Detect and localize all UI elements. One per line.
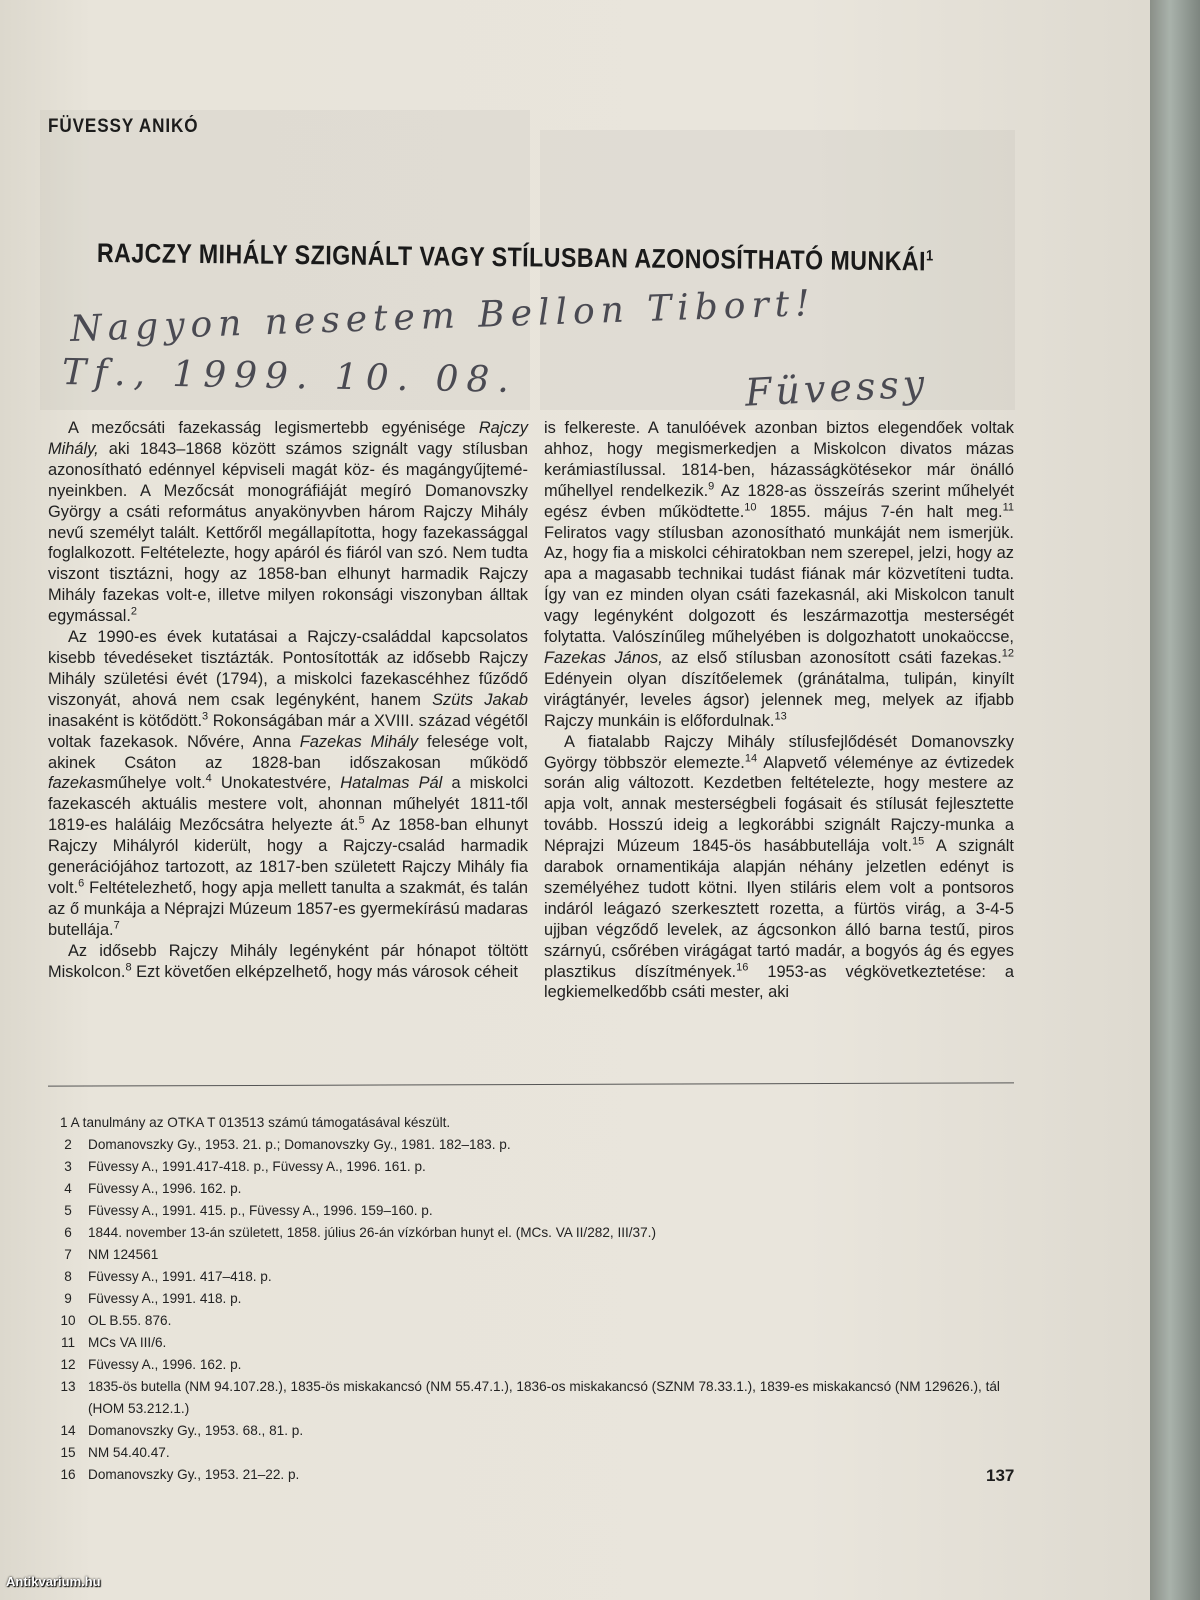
footnote (48, 1332, 1028, 1354)
footnote-number: 15 (60, 1445, 76, 1460)
footnote (48, 1222, 1028, 1244)
page-number: 137 (986, 1466, 1015, 1485)
footnote-number: 6 (64, 1225, 72, 1240)
footnote-text: OL B.55. 876. (88, 1313, 172, 1328)
footnote-text: MCs VA III/6. (88, 1335, 167, 1350)
footnote-number: 16 (60, 1467, 76, 1482)
paragraph (544, 732, 1014, 1004)
adjacent-page-edge (1150, 0, 1200, 1600)
paragraph (48, 418, 528, 627)
text-run: az első stílusban azonosított csáti fazekas. (662, 648, 1002, 667)
footnote-ref: 15 (912, 835, 925, 848)
footnote-number: 14 (60, 1423, 76, 1438)
footnote-number: 8 (64, 1269, 72, 1284)
footnote (48, 1310, 1028, 1332)
footnote-text: 1 A tanulmány az OTKA T 013513 számú támogatásával készült. (60, 1115, 451, 1130)
footnote-number: 12 (60, 1357, 76, 1372)
paragraph (48, 627, 528, 941)
footnote-ref: 11 (1002, 501, 1014, 514)
text-run: is felkereste. A tanulóévek azonban biztos elegendőek voltak ahhoz, hogy megismerkedjen a Miskolcon divatos mázas kerámiastílussal. 1814-ben, házasságkötésekor már önálló műhellyel rendelkezik. (544, 419, 1014, 500)
footnote-number: 9 (64, 1291, 72, 1306)
footnote (48, 1420, 1028, 1442)
footnote (48, 1376, 1028, 1420)
text-run: Az 1858-ban elhunyt Rajczy Mihályról kiderült, hogy a Rajczy-család harmadik generációjához tartozott, az 1817-ben született Rajczy Mihály fia volt. (48, 816, 528, 897)
text-run: Feltételezhető, hogy apja mellett tanulta a szakmát, és talán az ő munkája a Néprajzi Múzeum 1857-es gyermekírású madaras butellája. (48, 878, 528, 939)
text-run: 1953-as végkövetkeztetése: a legkiemelkedőbb csáti mester, aki (544, 962, 1014, 1002)
footnote-ref: 13 (774, 710, 787, 723)
footnote-number: 7 (64, 1247, 72, 1262)
footnote (48, 1266, 1028, 1288)
footnote-ref: 16 (736, 961, 749, 974)
footnote-ref: 14 (744, 752, 758, 765)
footnote-ref: 2 (130, 605, 138, 618)
footnote-text: 1835-ös butella (NM 94.107.28.), 1835-ös miskakancsó (NM 55.47.1.), 1836-os miskakancsó (SZNM 78.33.1.), 1839-es miskakancsó (NM 129626.), tál (HOM 53.212.1.) (88, 1379, 1000, 1416)
footnote (48, 1178, 1028, 1200)
footnote-text: Domanovszky Gy., 1953. 21–22. p. (88, 1467, 300, 1482)
italic-name: Szüts Jakab (432, 690, 528, 709)
text-run: Az 1990-es évek kutatásai a Rajczy-családdal kapcsolatos kisebb tévedéseket tisztázták. Pontosították az idősebb Rajczy Mihály születési évét (1794), a miskolci fazekascéhhez fűződő viszonyát, ahová nem csak legényként, hanem (48, 628, 528, 709)
text-run: a miskolci fazekascéh aktuális mestere volt, ahonnan műhelyét 1811-től 1819-es haláláig Mezőcsátra helyezte át. (48, 774, 528, 835)
paragraph (48, 941, 528, 983)
text-run: Az idősebb Rajczy Mihály legényként pár hónapot töltött Miskolcon. (48, 941, 528, 981)
text-run: Alapvető véleménye az évtizedek során alig változott. Kezdetben feltételezte, hogy mestere az apja volt, annak mesterségbeli fogásait és stílusát fejlesztette tovább. Hosszú ideig a legkorábbi szignált Rajczy-munka a Néprajzi Múzeum 1845-ös hasábbutellája volt. (544, 753, 1014, 856)
footnote (48, 1156, 1028, 1178)
text-run: Feliratos vagy stílusban azonosítható munkáját nem ismerjük. Az, hogy fia a miskolci céhiratokban nem szerepel, jelzi, hogy az apa a magasabb technikai tudást fiának már közvetíteni tudta. Így van ez minden olyan csáti fazekasnál, aki Miskolcon tanult vagy legényként dolgozott és leszármazottja mesterségét folytatta. Valószínűleg műhelyében is dolgozhatott unokaöccse, (544, 523, 1014, 647)
footnote-text: Füvessy A., 1996. 162. p. (88, 1181, 242, 1196)
text-run: A szignált darabok ornamentikája alapján néhány jelzetlen edényt is személyéhez tudott kötni. Ilyen stiláris elem volt a pontsoros indáról leágazó szerkesztett rozetta, a fürtös virág, a 3-4-5 ujjban végződő levelek, az ágcsonkon álló barna testű, piros szárnyú, csőrében virágágat tartó madár, a bogyós ág és egyes plasztikus díszítmények. (544, 837, 1014, 981)
text-run: A mezőcsáti fazekasság legismertebb egyénisége (68, 419, 479, 437)
text-run: aki 1843–1868 között számos szignált vagy stílusban azonosítható edénnyel képviseli magát köz- és magángyűjteményeinkben. A Mezőcsát monográfiáját megíró Domanovszky György a csáti református anyakönyvben három Rajczy Mihály nevű személyt talált. Kettőről megállapította, hogy fazekassággal foglalkozott. Feltételezte, hogy apáról és fiáról van szó. Nem tudta viszont tisztázni, hogy az 1858-ban elhunyt harmadik Rajczy Mihály fazekas volt-e, illetve milyen rokonsági viszonyban álltak egymással. (48, 439, 528, 626)
paragraph (544, 418, 1014, 732)
footnote-text: 1844. november 13-án született, 1858. július 26-án vízkórban hunyt el. (MCs. VA II/282, III/37.) (88, 1225, 656, 1240)
handwritten-dedication: Nagyon nesetem Bellon Tibort! (69, 282, 817, 351)
italic-name: Hatalmas Pál (340, 774, 443, 793)
title-footnote-ref: 1 (925, 247, 934, 265)
footnote (48, 1442, 1028, 1464)
italic-name: Fazekas Mihály (299, 732, 419, 751)
title-text: RAJCZY MIHÁLY SZIGNÁLT VAGY STÍLUSBAN AZONOSÍTHATÓ MUNKÁI (96, 238, 927, 277)
italic-name: Fazekas János, (544, 648, 663, 667)
italic-name: Rajczy Mihály, (48, 419, 528, 458)
text-run: Az 1828-as összeírás szerint műhelyét egész évben működtette. (544, 481, 1015, 521)
footnotes-list (48, 1112, 1028, 1486)
footnote-number: 2 (64, 1137, 72, 1152)
footnote-text: Domanovszky Gy., 1953. 21. p.; Domanovszky Gy., 1981. 182–183. p. (88, 1137, 511, 1152)
footnote (48, 1200, 1028, 1222)
text-run: felesége volt, akinek Csáton az 1828-ban időszakosan működő (48, 732, 529, 772)
footnote-divider (48, 1082, 1014, 1086)
footnote-number: 11 (60, 1335, 76, 1350)
text-column-right (544, 418, 1014, 1003)
handwritten-signature: Füvessy (743, 361, 930, 415)
text-run: Edényein olyan díszítőelemek (gránátalma, tulipán, kinyílt virágtányér, leveles ágsor) jelennek meg, melyek az ifjabb Rajczy munkáin is előfordulnak. (544, 669, 1014, 730)
footnote-ref: 5 (358, 814, 365, 827)
footnote (48, 1354, 1028, 1376)
footnote-ref: 12 (1001, 647, 1015, 660)
footnote-ref: 3 (202, 710, 209, 723)
footnote-ref: 8 (125, 961, 132, 974)
footnote-number: 10 (60, 1313, 76, 1328)
text-run: Unokatestvére, (211, 774, 341, 793)
author-name: FÜVESSY ANIKÓ (48, 116, 199, 137)
footnote-ref: 9 (708, 480, 715, 493)
footnote-number: 3 (64, 1159, 72, 1174)
footnote (48, 1244, 1028, 1266)
watermark: Antikvarium.hu (6, 1574, 101, 1589)
footnote-ref: 4 (205, 772, 212, 785)
footnote-text: Füvessy A., 1991. 417–418. p. (88, 1269, 272, 1284)
text-run: műhelye volt. (104, 774, 206, 793)
text-run: 1855. május 7-én halt meg. (756, 502, 1003, 521)
footnote-text: NM 54.40.47. (88, 1445, 170, 1460)
handwritten-date: Tf., 1999. 10. 08. (61, 352, 518, 401)
footnote (48, 1288, 1028, 1310)
text-run: A fiatalabb Rajczy Mihály stílusfejlődését Domanovszky György többször elemezte. (544, 732, 1014, 772)
footnote-number: 5 (64, 1203, 72, 1218)
footnote-ref: 10 (744, 501, 757, 514)
footnote-number: 13 (60, 1379, 76, 1394)
text-column-left (48, 418, 528, 982)
text-run: Rokonságában már a XVIII. század végétől voltak fazekasok. Nővére, Anna (48, 711, 529, 751)
footnote-ref: 6 (78, 877, 85, 890)
text-run: inasaként is kötődött. (48, 711, 203, 730)
italic-name: fazekas (48, 774, 105, 793)
footnote-text: NM 124561 (88, 1247, 159, 1262)
footnote-text: Domanovszky Gy., 1953. 68., 81. p. (88, 1423, 304, 1438)
footnote-text: Füvessy A., 1991. 418. p. (88, 1291, 242, 1306)
footnote (48, 1134, 1028, 1156)
footnote-number: 4 (64, 1181, 72, 1196)
footnote-text: Füvessy A., 1991. 415. p., Füvessy A., 1996. 159–160. p. (88, 1203, 433, 1218)
footnote (48, 1464, 1028, 1486)
footnote-text: Füvessy A., 1991.417-418. p., Füvessy A., 1996. 161. p. (88, 1159, 426, 1174)
footnote-ref: 7 (113, 919, 120, 932)
footnote (48, 1112, 1028, 1134)
text-run: Ezt követően elképzelhető, hogy más városok céheit (131, 962, 518, 981)
footnote-text: Füvessy A., 1996. 162. p. (88, 1357, 242, 1372)
